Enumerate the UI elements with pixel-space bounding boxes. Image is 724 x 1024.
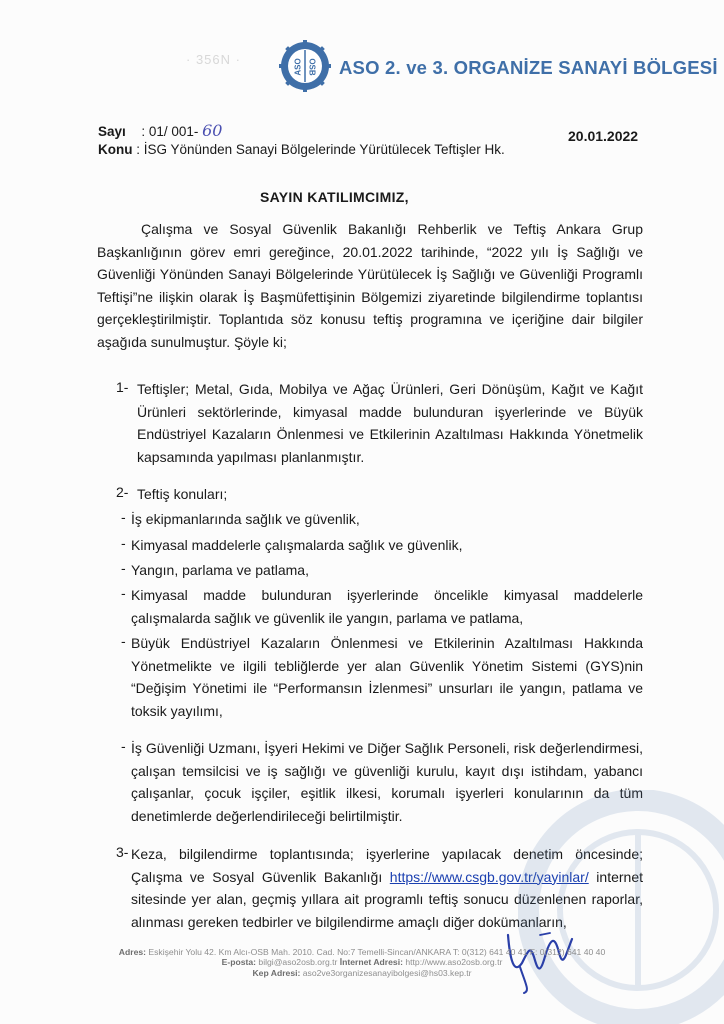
list-item: Teftiş konuları;: [137, 486, 228, 502]
footer-kep-line: [0, 968, 724, 978]
sub-list-item: Yangın, parlama ve patlama,: [131, 562, 309, 578]
sub-list-item: Kimyasal maddelerle çalışmalarda sağlık ve güvenlik,: [131, 537, 463, 553]
item-text: internet sitesinde yer alan, geçmiş yıllara ait programlı teftiş sonucu düzenlenen raporlar, alınması gereken tedbirler ve bilgilendirme amaçlı diğer dokümanların,: [131, 868, 643, 930]
footer-address-line: [0, 947, 724, 957]
csgb-link[interactable]: https://www.csgb.gov.tr/yayinlar/: [389, 868, 589, 885]
footer-email: bilgi@aso2osb.org.tr: [258, 957, 338, 968]
faint-stamp-mark: · 356N ·: [186, 52, 241, 67]
sayi-line: [98, 122, 505, 141]
logo-text-right: OSB: [307, 58, 317, 76]
document-date: 20.01.2022: [568, 128, 639, 144]
organization-name: ASO 2. ve 3. ORGANİZE SANAYİ BÖLGESİ: [339, 57, 718, 78]
sayi-value: : 01/ 001-: [141, 124, 199, 139]
footer-address: Eskişehir Yolu 42. Km Alcı-OSB Mah. 2010. Cad. No:7 Temelli-Sincan/ANKARA T: 0(312) 641 40 41 F: 0(312) 641 40 40: [148, 947, 606, 957]
item-number: 1-: [116, 379, 129, 395]
sub-list-item: Kimyasal madde bulunduran işyerlerinde öncelikle kimyasal maddelerle çalışmalarda sağlık ve güvenlik ile yangın, parlama ve patlama,: [131, 587, 643, 626]
list-item: Teftişler; Metal, Gıda, Mobilya ve Ağaç Ürünleri, Geri Dönüşüm, Kağıt ve Kağıt Ürünleri sektörlerinde, kimyasal madde bulunduran işyerlerinde ve Büyük Endüstriyel Kazaların Önlenmesi ve Etkilerinin Azaltılması Hakkında Yönetmelik kapsamında yapılması planlanmıştır.: [137, 381, 643, 465]
sayi-handwritten-number: 60: [202, 121, 223, 140]
footer-web: http://www.aso2osb.org.tr: [405, 957, 503, 968]
item-text: Keza, bilgilendirme toplantısında; işyerlerine yapılacak denetim öncesinde; Çalışma ve Sosyal Güvenlik Bakanlığı: [131, 846, 643, 885]
sayi-label: Sayı: [98, 124, 126, 139]
bullet-dash: -: [121, 585, 126, 601]
intro-paragraph: [97, 218, 643, 354]
bullet-dash: -: [121, 560, 126, 576]
footer-kep-label: Kep Adresi:: [252, 967, 301, 978]
document-meta: [98, 122, 505, 159]
bullet-dash: -: [121, 633, 126, 649]
logo-text-left: ASO: [293, 58, 303, 76]
footer-web-label: İnternet Adresi:: [339, 957, 403, 968]
konu-label: Konu: [98, 142, 133, 157]
item-number: 2-: [116, 484, 129, 500]
bullet-dash: -: [121, 535, 126, 551]
footer-email-label: E-posta:: [221, 957, 257, 968]
sub-list-item: İş ekipmanlarında sağlık ve güvenlik,: [131, 511, 360, 527]
konu-line: [98, 141, 505, 159]
bullet-dash: -: [121, 738, 126, 754]
aso-osb-logo-icon: [279, 40, 331, 92]
page-footer: [0, 947, 724, 978]
footer-address-label: Adres:: [118, 947, 146, 957]
bullet-dash: -: [121, 509, 126, 525]
sub-list-item: İş Güvenliği Uzmanı, İşyeri Hekimi ve Diğer Sağlık Personeli, risk değerlendirmesi, çalışan temsilcisi ve iş sağlığı ve güvenliği kurulu, kayıt dışı istihdam, yabancı çalışanlar, çocuk işçiler, eşitlik ilkesi, korumalı işyerleri konularının da tüm denetimlerde değerlendirileceği belirtilmiştir.: [131, 740, 643, 824]
konu-value: : İSG Yönünden Sanayi Bölgelerinde Yürütülecek Teftişler Hk.: [136, 142, 505, 157]
sub-list-item: Büyük Endüstriyel Kazaların Önlenmesi ve Etkilerinin Azaltılması Hakkında Yönetmelikte ve ilgili tebliğlerde yer alan Güvenlik Yönetim Sistemi (GYS)nin “Değişim Yönetimi ile “Performansın İzlenmesi” unsurları ile yangın, patlama ve toksik yayılımı,: [131, 635, 643, 719]
footer-kep: aso2ve3organizesanayibolgesi@hs03.kep.tr: [302, 967, 472, 978]
salutation: SAYIN KATILIMCIMIZ,: [260, 189, 409, 205]
intro-text: Çalışma ve Sosyal Güvenlik Bakanlığı Rehberlik ve Teftiş Ankara Grup Başkanlığının görev emri gereğince, 20.01.2022 tarihinde, “2022 yılı İş Sağlığı ve Güvenliği Yönünden Sanayi Bölgelerinde Yürütülecek İş Sağlığı ve Güvenliği Programlı Teftişi”ne ilişkin olarak İş Başmüfettişinin Bölgemizi ziyaretinde bilgilendirme toplantısı gerçekleştirilmiştir. Toplantıda söz konusu teftiş programına ve içeriğine dair bilgiler aşağıda sunulmuştur. Şöyle ki;: [97, 221, 643, 350]
footer-contact-line: [0, 957, 724, 967]
item-number: 3-: [116, 844, 129, 860]
